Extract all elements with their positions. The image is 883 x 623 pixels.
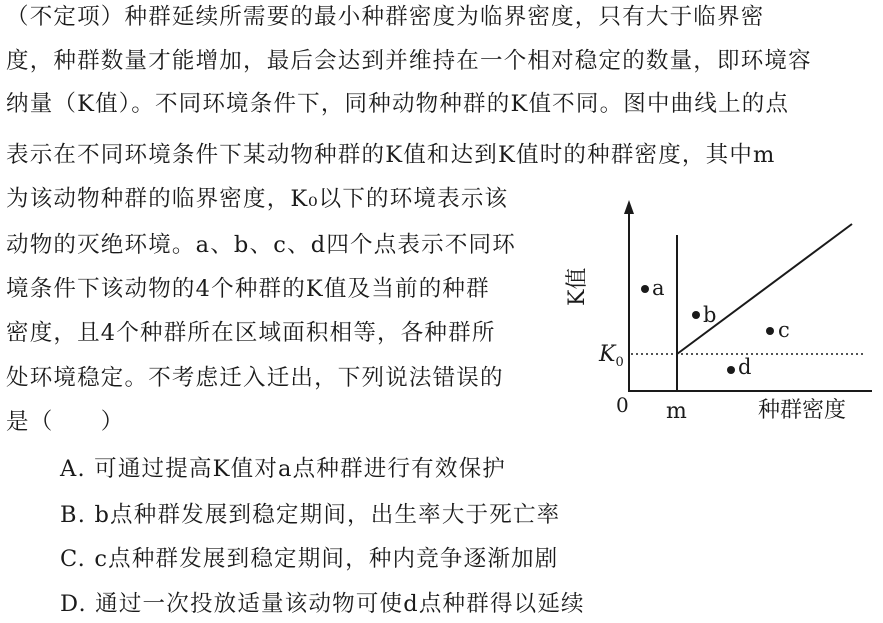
point-b [692, 311, 700, 319]
question-line-2: 度，种群数量才能增加，最后会达到并维持在一个相对稳定的数量，即环境容 [6, 48, 812, 74]
question-line-4: 表示在不同环境条件下某动物种群的K值和达到K值时的种群密度，其中m [6, 142, 776, 168]
point-d [727, 366, 735, 374]
m-label: m [666, 399, 687, 424]
point-b-label: b [703, 303, 717, 327]
point-a-label: a [652, 276, 665, 300]
question-line-10: 是（ ） [6, 409, 125, 435]
k-curve [677, 224, 852, 354]
k0-subscript: 0 [615, 355, 624, 370]
question-line-5: 为该动物种群的临界密度，K₀以下的环境表示该 [6, 186, 509, 212]
option-c[interactable]: C. c点种群发展到稳定期间，种内竞争逐渐加剧 [60, 546, 559, 572]
k0-label: $K_0$ [599, 342, 624, 370]
option-b[interactable]: B. b点种群发展到稳定期间，出生率大于死亡率 [60, 502, 561, 528]
x-axis-label: 种群密度 [758, 398, 847, 423]
y-axis-label: K值 [565, 267, 590, 306]
question-line-1: （不定项）种群延续所需要的最小种群密度为临界密度，只有大于临界密 [6, 4, 765, 30]
question-line-3: 纳量（K值）。不同环境条件下，同种动物种群的K值不同。图中曲线上的点 [6, 91, 790, 117]
question-line-8: 密度，且4个种群所在区域面积相等，各种群所 [6, 320, 496, 346]
option-a[interactable]: A. 可通过提高K值对a点种群进行有效保护 [60, 456, 506, 482]
option-d[interactable]: D. 通过一次投放适量该动物可使d点种群得以延续 [60, 591, 585, 617]
point-a [641, 285, 649, 293]
point-c [766, 327, 774, 335]
y-axis-arrow [624, 200, 634, 214]
origin-label: 0 [616, 393, 629, 417]
point-c-label: c [778, 318, 790, 342]
question-line-9: 处环境稳定。不考虑迁入迁出，下列说法错误的 [6, 365, 504, 391]
question-line-6: 动物的灭绝环境。a、b、c、d四个点表示不同环 [6, 232, 516, 258]
question-line-7: 境条件下该动物的4个种群的K值及当前的种群 [6, 276, 490, 302]
point-d-label: d [738, 355, 752, 379]
